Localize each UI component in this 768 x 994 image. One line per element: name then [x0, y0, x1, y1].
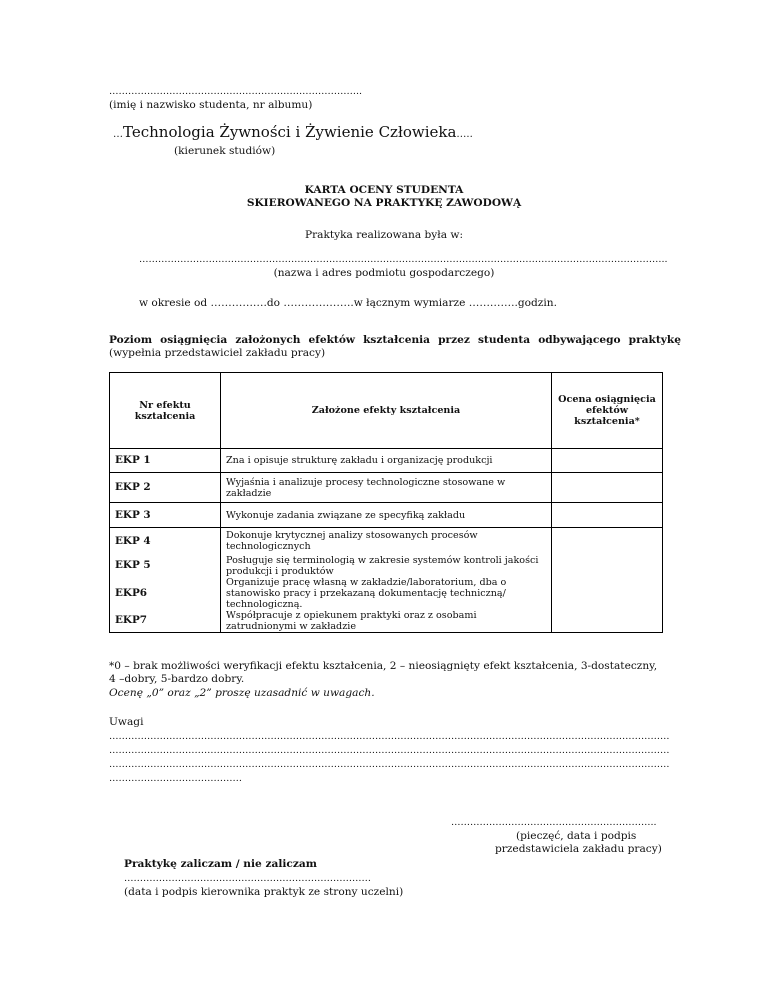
- col-header-grade: Ocena osiągnięcia efektów kształcenia*: [552, 373, 663, 449]
- effect-description: Zna i opisuje strukturę zakładu i organizację produkcji: [221, 449, 552, 473]
- footnote-line-3: Ocenę „0” oraz „2” proszę uzasadnić w uwagach.: [109, 687, 375, 699]
- student-name-line: ……………………………………………………………………..: [109, 86, 363, 97]
- table-row: [110, 577, 663, 610]
- effect-code: EKP 1: [110, 449, 221, 473]
- remarks-line-3[interactable]: ……………………………………………………………………………………………………………………………………………………………: [109, 759, 670, 770]
- col-header-effects: Założone efekty kształcenia: [221, 373, 552, 449]
- approval-signature-line: ……………………………………………………………………: [124, 873, 371, 884]
- grade-cell[interactable]: [552, 449, 663, 473]
- table-header-row: [110, 373, 663, 449]
- internship-intro: Praktyka realizowana była w:: [304, 229, 464, 241]
- period-line: w okresie od …………….do ………………..w łącznym wymiarze …………..godzin.: [139, 297, 557, 309]
- table-row: [110, 503, 663, 528]
- effect-code: EKP6: [110, 577, 221, 610]
- table-row: [110, 449, 663, 473]
- field-of-study: [113, 123, 473, 141]
- remarks-label: Uwagi: [109, 716, 144, 728]
- table-row: [110, 610, 663, 633]
- grade-cell[interactable]: [552, 473, 663, 503]
- grade-cell[interactable]: [552, 610, 663, 633]
- effect-description: Wykonuje zadania związane ze specyfiką zakładu: [221, 503, 552, 528]
- table-row: [110, 473, 663, 503]
- employer-signature-label-2: przedstawiciela zakładu pracy): [495, 843, 662, 855]
- effect-code: EKP 4: [110, 528, 221, 555]
- title-line-1: KARTA OCENY STUDENTA: [304, 184, 464, 196]
- employer-signature-line: ………………………………………………………..: [451, 817, 657, 828]
- effect-description: Wyjaśnia i analizuje procesy technologiczne stosowane w zakładzie: [221, 473, 552, 503]
- effect-code: EKP 2: [110, 473, 221, 503]
- grade-cell[interactable]: [552, 555, 663, 577]
- grade-cell[interactable]: [552, 503, 663, 528]
- company-label: (nazwa i adres podmiotu gospodarczego): [273, 267, 495, 279]
- effect-description: Dokonuje krytycznej analizy stosowanych procesów technologicznych: [221, 528, 552, 555]
- approval-signature-label: (data i podpis kierownika praktyk ze strony uczelni): [124, 886, 404, 898]
- title-line-2: SKIEROWANEGO NA PRAKTYKĘ ZAWODOWĄ: [246, 197, 522, 209]
- remarks-line-1[interactable]: ……………………………………………………………………………………………………………………………………………………………: [109, 731, 670, 742]
- footnote-line-1: *0 – brak możliwości weryfikacji efektu kształcenia, 2 – nieosiągnięty efekt kształcenia, 3-dostateczny,: [109, 660, 658, 672]
- col-header-number: Nr efektu kształcenia: [110, 373, 221, 449]
- field-name: Technologia Żywności i Żywienie Człowieka: [123, 123, 457, 141]
- grade-cell[interactable]: [552, 528, 663, 555]
- learning-outcomes-table: [109, 372, 663, 633]
- approval-text: Praktykę zaliczam / nie zaliczam: [124, 858, 317, 870]
- effect-code: EKP7: [110, 610, 221, 633]
- student-name-label: (imię i nazwisko studenta, nr albumu): [109, 99, 313, 111]
- effect-description: Współpracuje z opiekunem praktyki oraz z osobami zatrudnionymi w zakładzie: [221, 610, 552, 633]
- table-row: [110, 528, 663, 555]
- effect-code: EKP 5: [110, 555, 221, 577]
- effect-description: Organizuje pracę własną w zakładzie/laboratorium, dba o stanowisko pracy i przekazaną dokumentację techniczną/ technologiczną.: [221, 577, 552, 610]
- remarks-line-2[interactable]: ……………………………………………………………………………………………………………………………………………………………: [109, 745, 670, 756]
- grade-cell[interactable]: [552, 577, 663, 610]
- field-prefix: …: [113, 129, 123, 140]
- employer-signature-label-1: (pieczęć, data i podpis: [516, 830, 637, 842]
- remarks-line-4[interactable]: ……………………………………: [109, 773, 242, 784]
- field-suffix: …..: [456, 129, 473, 140]
- effect-code: EKP 3: [110, 503, 221, 528]
- footnote-line-2: 4 –dobry, 5-bardzo dobry.: [109, 673, 245, 685]
- section-heading: Poziom osiągnięcia założonych efektów kształcenia przez studenta odbywającego praktykę: [109, 334, 681, 346]
- company-line: …………………………………………………………………………………………………………………………………………………..: [139, 254, 668, 265]
- section-subheading: (wypełnia przedstawiciel zakładu pracy): [109, 347, 326, 359]
- table-row: [110, 555, 663, 577]
- effect-description: Posługuje się terminologią w zakresie systemów kontroli jakości produkcji i produktów: [221, 555, 552, 577]
- field-of-study-label: (kierunek studiów): [174, 145, 276, 157]
